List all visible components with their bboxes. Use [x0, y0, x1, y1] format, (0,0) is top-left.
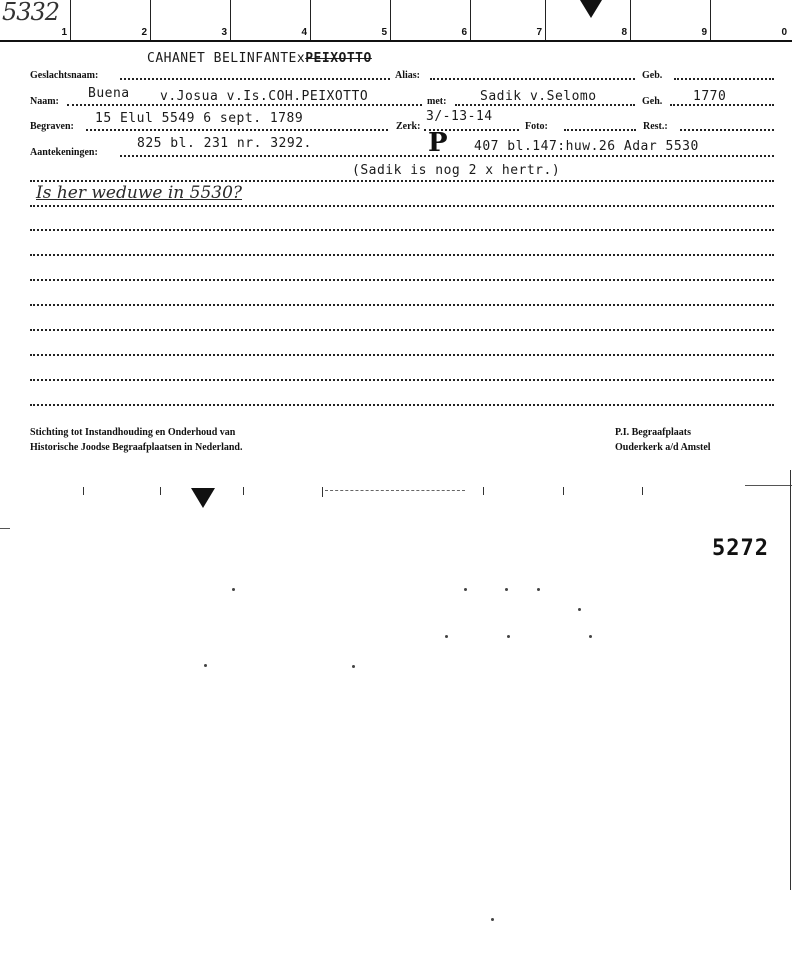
dotted-line: [430, 78, 635, 80]
dotted-line: [674, 78, 774, 80]
ruler-cell: [390, 0, 471, 40]
dotted-line: [30, 205, 774, 207]
surname-struck: PEIXOTTO: [305, 51, 372, 66]
footer-left-line2: Historische Joodse Begraafplaatsen in Nederland.: [30, 442, 243, 453]
label-alias: Alias:: [395, 70, 420, 81]
footer-right-line1: P.I. Begraafplaats: [615, 427, 692, 438]
index-notch-icon: [578, 0, 604, 20]
surname-x: x: [296, 51, 306, 66]
speck: [232, 588, 235, 591]
ruler-number: 3: [221, 27, 227, 38]
dotted-line: [30, 279, 774, 281]
dotted-line: [670, 104, 774, 106]
footer-right: [615, 425, 711, 455]
label-aantekeningen: Aantekeningen:: [30, 147, 98, 158]
aantekeningen-value: 825 bl. 231 nr. 3292.: [137, 136, 312, 151]
dotted-line: [120, 78, 390, 80]
surname-heading: [147, 51, 372, 66]
corner-number: 5332: [2, 0, 60, 26]
met-value: Sadik v.Selomo: [480, 89, 597, 104]
column-ruler: [0, 0, 792, 42]
ruler-number: 9: [701, 27, 707, 38]
scan-tick: [642, 487, 643, 495]
dotted-line: [30, 379, 774, 381]
naam-value: Buena: [88, 86, 130, 101]
footer-left: [30, 425, 243, 455]
scan-line: [745, 485, 792, 486]
dotted-line: [455, 104, 635, 106]
ruler-cell: [630, 0, 711, 40]
label-zerk: Zerk:: [396, 121, 421, 132]
ruler-baseline: [0, 40, 792, 42]
ruler-number: 6: [461, 27, 467, 38]
geh-value: 1770: [693, 89, 727, 104]
dotted-line: [30, 329, 774, 331]
zerk-value: 3/-13-14: [426, 109, 493, 124]
speck: [445, 635, 448, 638]
label-rest: Rest.:: [643, 121, 668, 132]
scan-tick: [483, 487, 484, 495]
ruler-cell: [230, 0, 311, 40]
ruler-cell: [310, 0, 391, 40]
dotted-line: [30, 404, 774, 406]
dotted-line: [30, 254, 774, 256]
ruler-number: 2: [141, 27, 147, 38]
speck: [491, 918, 494, 921]
dotted-line: [680, 129, 774, 131]
speck: [204, 664, 207, 667]
label-naam: Naam:: [30, 96, 59, 107]
ruler-number: 1: [61, 27, 67, 38]
dotted-line: [30, 229, 774, 231]
label-begraven: Begraven:: [30, 121, 74, 132]
label-geb: Geb.: [642, 70, 663, 81]
scan-tick: [83, 487, 84, 495]
speck: [537, 588, 540, 591]
ruler-cell: [70, 0, 151, 40]
p-mark: P: [428, 128, 448, 158]
scan-tick: [322, 487, 323, 497]
scan-edge: [790, 470, 791, 890]
speck: [505, 588, 508, 591]
scan-line: [325, 490, 465, 492]
speck: [352, 665, 355, 668]
label-foto: Foto:: [525, 121, 548, 132]
dotted-line: [30, 304, 774, 306]
speck: [589, 635, 592, 638]
aantekeningen-extra: 407 bl.147:huw.26 Adar 5530: [474, 139, 699, 154]
dotted-line: [67, 104, 422, 106]
dotted-line: [30, 354, 774, 356]
begraven-value: 15 Elul 5549 6 sept. 1789: [95, 111, 304, 126]
ruler-number: 0: [781, 27, 787, 38]
scan-tick: [563, 487, 564, 495]
label-met: met:: [427, 96, 447, 107]
index-notch-icon: [190, 488, 216, 510]
naam-father: v.Josua v.Is.COH.PEIXOTTO: [160, 89, 369, 104]
dotted-line: [86, 129, 388, 131]
footer-right-line2: Ouderkerk a/d Amstel: [615, 442, 711, 453]
ruler-number: 8: [621, 27, 627, 38]
handwritten-note: Is her weduwe in 5530?: [36, 183, 243, 203]
speck: [578, 608, 581, 611]
dotted-line: [30, 180, 774, 182]
footer-left-line1: Stichting tot Instandhouding en Onderhoud van: [30, 427, 236, 438]
speck: [464, 588, 467, 591]
dotted-line: [564, 129, 636, 131]
speck: [507, 635, 510, 638]
label-geslachtsnaam: Geslachtsnaam:: [30, 70, 99, 81]
scan-line: [0, 528, 10, 529]
ruler-number: 5: [381, 27, 387, 38]
label-geh: Geh.: [642, 96, 663, 107]
ruler-cell: [150, 0, 231, 40]
ruler-number: 7: [536, 27, 542, 38]
ruler-cell: [470, 0, 546, 40]
ruler-number: 4: [301, 27, 307, 38]
scan-tick: [243, 487, 244, 495]
scan-tick: [160, 487, 161, 495]
stamp-number: 5272: [712, 536, 769, 561]
surname-text: CAHANET BELINFANTE: [147, 51, 297, 66]
note-line: (Sadik is nog 2 x hertr.): [352, 163, 561, 178]
ruler-cell: [710, 0, 790, 40]
